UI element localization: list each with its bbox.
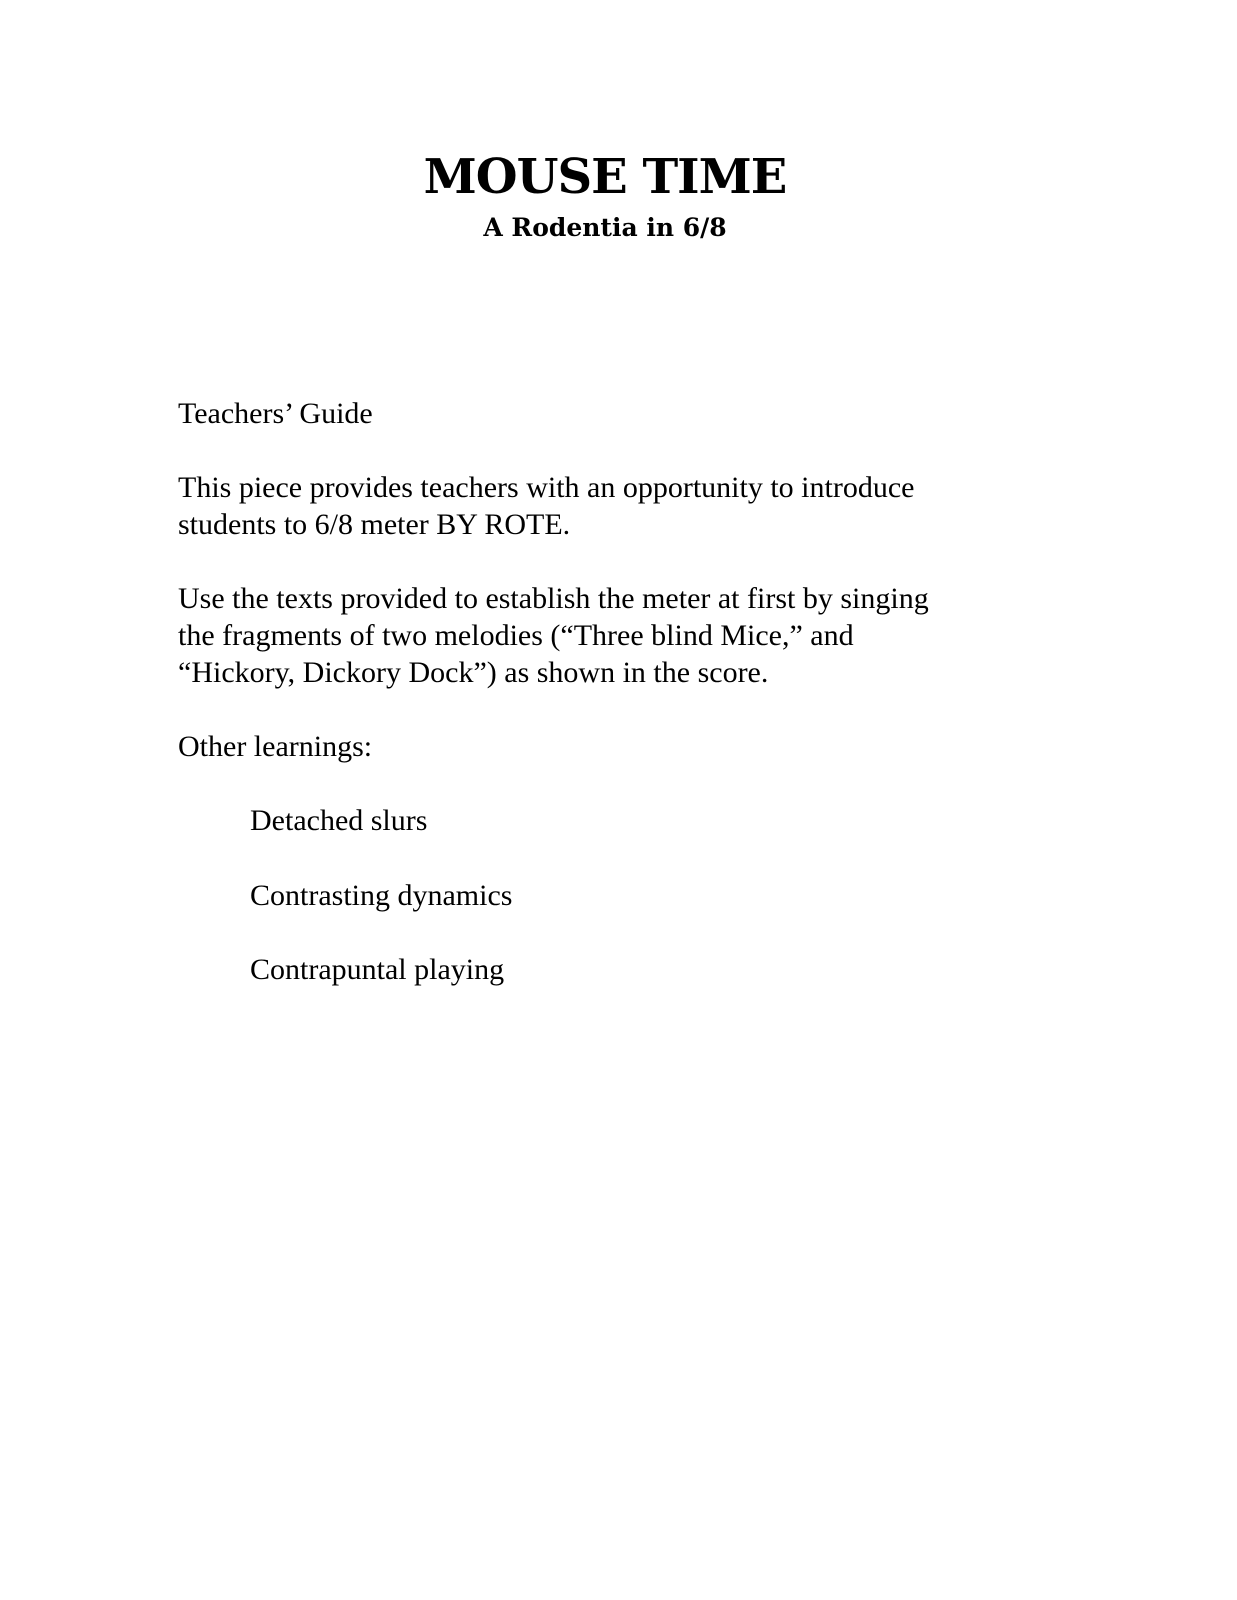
learning-item: Contrapuntal playing (250, 953, 505, 986)
paragraph-1-line-2: students to 6/8 meter BY ROTE. (178, 508, 571, 541)
learning-item: Contrasting dynamics (250, 879, 513, 912)
paragraph-1-line-1: This piece provides teachers with an opportunity to introduce (178, 471, 915, 504)
paragraph-2-line-2: the fragments of two melodies (“Three blind Mice,” and (178, 619, 854, 652)
section-heading-teachers-guide: Teachers’ Guide (178, 397, 373, 430)
paragraph-2-line-1: Use the texts provided to establish the meter at first by singing (178, 582, 929, 615)
other-learnings-heading: Other learnings: (178, 730, 373, 763)
learning-item: Detached slurs (250, 804, 428, 837)
page-subtitle: A Rodentia in 6/8 (483, 213, 727, 242)
paragraph-2-line-3: “Hickory, Dickory Dock”) as shown in the score. (178, 656, 769, 689)
page-title: MOUSE TIME (423, 149, 787, 205)
